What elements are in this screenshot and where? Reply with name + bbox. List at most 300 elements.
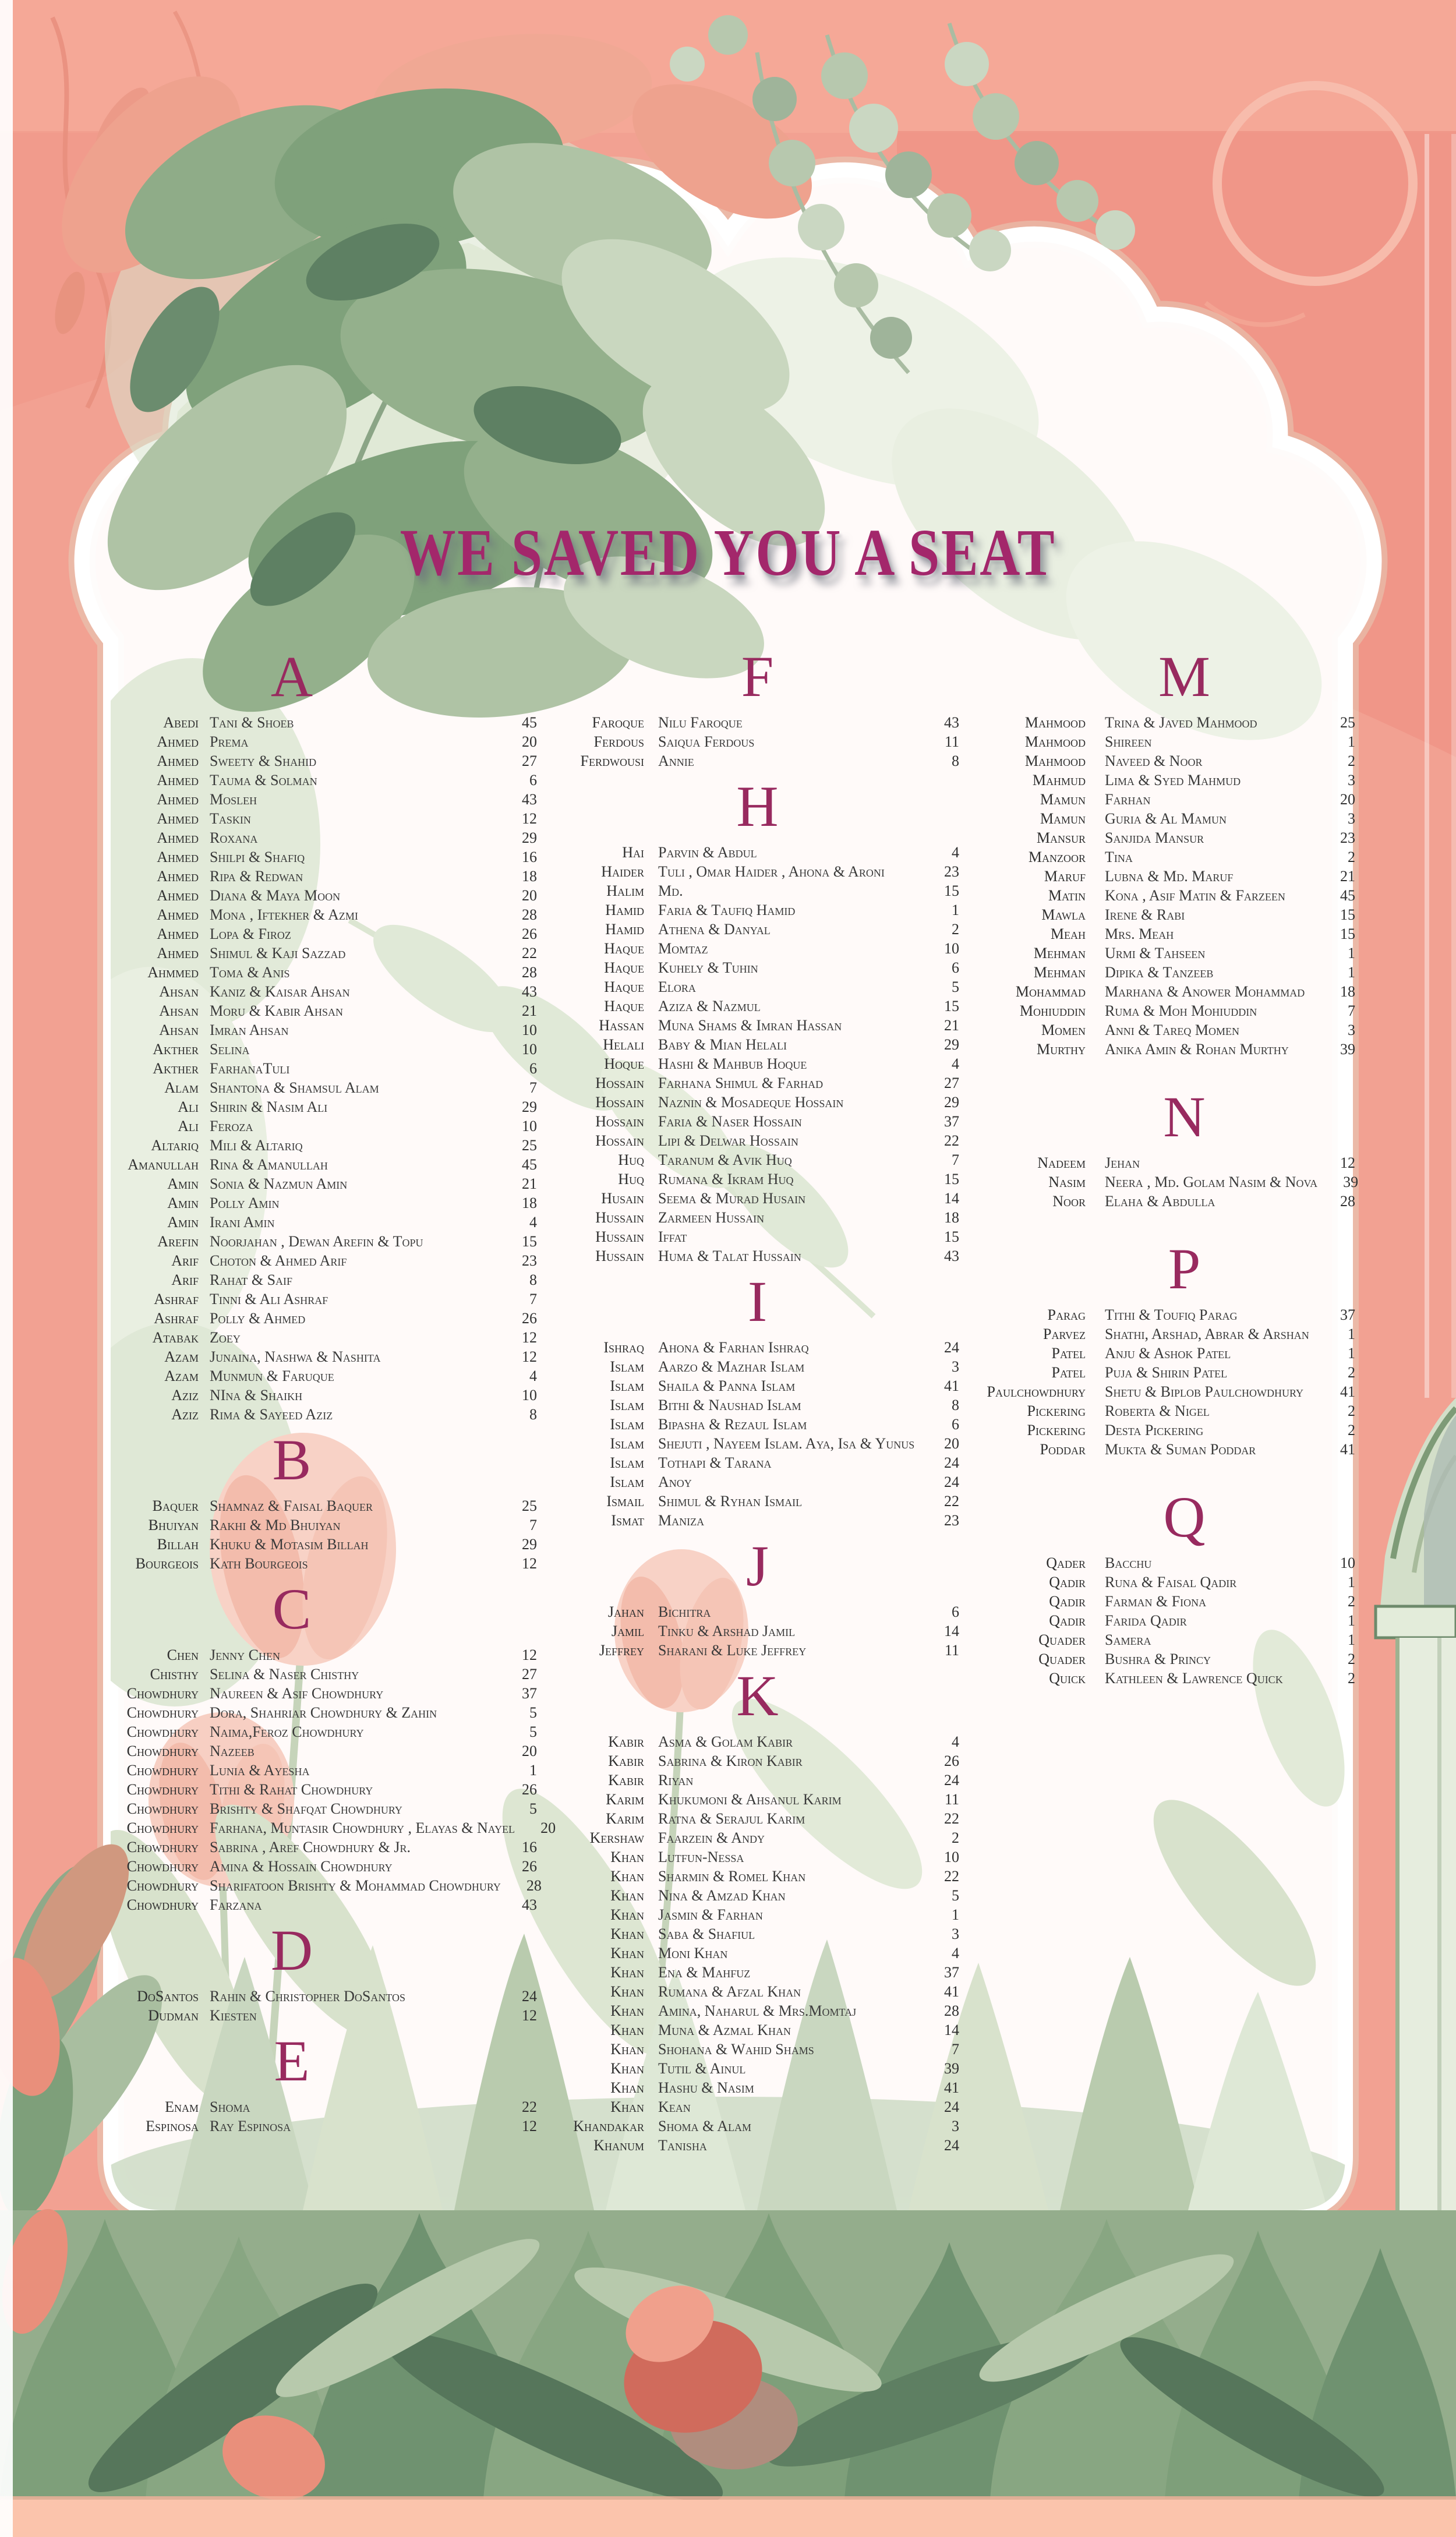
guest-names: Khukumoni & Ahsanul Karim [658,1791,842,1808]
guest-row [47,828,537,847]
guest-surname: Ahmed [157,868,199,885]
guest-surname: Hamid [605,921,644,938]
guest-table-number: 6 [529,1060,537,1077]
guest-names: Ena & Mahfuz [658,1964,751,1981]
guest-table-number: 11 [944,1791,959,1808]
guest-names: Tani & Shoeb [210,714,294,731]
guest-table-number: 7 [952,2041,959,2058]
guest-table-number: 2 [952,1829,959,1846]
guest-names: Amina & Hossain Chowdhury [210,1858,393,1875]
guest-row [47,1496,537,1515]
guest-row [47,1174,537,1193]
guest-row [47,1515,537,1535]
guest-row [47,1001,537,1020]
guest-row [495,1453,959,1472]
guest-surname: Chowdhury [126,1781,199,1798]
guest-row [495,2040,959,2059]
guest-table-number: 37 [944,1964,959,1981]
guest-row [495,1472,959,1492]
guest-surname: Ahmed [157,887,199,904]
guest-row [495,1732,959,1751]
guest-surname: Hussain [595,1228,644,1245]
guest-surname: Kabir [608,1772,644,1789]
guest-table-number: 4 [952,1945,959,1962]
guest-row [47,1799,537,1818]
guest-row [47,905,537,924]
guest-names: Anju & Ashok Patel [1105,1345,1231,1362]
guest-table-number: 21 [1340,868,1355,885]
guest-table-number: 15 [944,1171,959,1188]
guest-names: Guria & Al Mamun [1105,810,1227,827]
guest-names: Puja & Shirin Patel [1105,1364,1228,1381]
guest-row [47,1193,537,1213]
guest-row [47,1780,537,1799]
guest-row [495,1112,959,1131]
guest-table-number: 7 [952,1151,959,1168]
guest-row [47,1895,537,1914]
guest-table-number: 4 [952,844,959,861]
guest-names: Iffat [658,1228,687,1245]
guest-surname: Ismail [606,1493,644,1510]
guest-surname: Pickering [1027,1402,1086,1419]
guest-names: Farman & Fiona [1105,1593,1207,1610]
guest-row [932,905,1355,924]
guest-names: Diana & Maya Moon [210,887,341,904]
guest-table-number: 3 [952,2118,959,2135]
guest-table-number: 16 [522,1839,537,1856]
guest-surname: DoSantos [137,1988,199,2005]
guest-table-number: 28 [526,1877,542,1894]
guest-table-number: 21 [522,1002,537,1019]
guest-row [932,963,1355,982]
guest-row [47,924,537,944]
guest-row [932,1440,1355,1459]
guest-row [47,1876,542,1895]
guest-table-number: 39 [944,2060,959,2077]
guest-names: Prema [210,733,249,750]
guest-surname: Akther [153,1060,199,1077]
guest-table-number: 6 [952,959,959,976]
guest-table-number: 1 [1348,945,1355,962]
guest-row [47,1554,537,1573]
guest-row [932,1324,1355,1344]
guest-surname: Huq [618,1171,644,1188]
guest-surname: Chowdhury [126,1896,199,1913]
guest-surname: Mohiuddin [1019,1002,1086,1019]
guest-surname: Momen [1041,1022,1086,1038]
guest-table-number: 22 [522,2098,537,2115]
guest-surname: Islam [610,1435,644,1452]
guest-names: Lima & Syed Mahmud [1105,772,1241,789]
guest-names: Lubna & Md. Maruf [1105,868,1234,885]
guest-table-number: 3 [952,1358,959,1375]
guest-surname: Haque [604,940,644,957]
guest-names: Rahin & Christopher DoSantos [210,1988,406,2005]
guest-names: Rumana & Afzal Khan [658,1983,801,2000]
guest-surname: Ahmed [157,733,199,750]
guest-row [47,1155,537,1174]
guest-surname: Hossain [595,1075,644,1091]
guest-surname: Chowdhury [126,1819,199,1836]
guest-names: Kaniz & Kaisar Ahsan [210,983,350,1000]
guest-table-number: 12 [522,1329,537,1346]
guest-names: Selina [210,1041,250,1058]
guest-table-number: 20 [1340,791,1355,808]
guest-table-number: 26 [944,1752,959,1769]
guest-surname: Chowdhury [126,1800,199,1817]
guest-row [495,939,959,958]
guest-names: Feroza [210,1118,253,1135]
section-letter-P: P [1168,1236,1201,1301]
guest-surname: Arefin [157,1233,199,1250]
guest-row [932,828,1355,847]
guest-table-number: 23 [522,1252,537,1269]
guest-surname: Ashraf [154,1310,199,1327]
guest-row [47,1741,537,1761]
section-rows [932,713,1355,1059]
guest-row [495,751,959,771]
guest-names: Nina & Amzad Khan [658,1887,786,1904]
guest-surname: Espinosa [146,2118,199,2135]
guest-names: Saiqua Ferdous [658,733,755,750]
guest-table-number: 2 [1348,1422,1355,1439]
guest-table-number: 18 [522,868,537,885]
guest-names: Tanisha [658,2137,707,2154]
guest-names: Seema & Murad Husain [658,1190,806,1207]
guest-surname: Mahmood [1024,752,1086,769]
section-rows [47,2097,537,2136]
guest-table-number: 15 [522,1233,537,1250]
guest-row [495,1771,959,1790]
guest-surname: Halim [606,882,644,899]
guest-names: Lunia & Ayesha [210,1762,310,1779]
guest-table-number: 43 [944,714,959,731]
guest-surname: Ferdous [593,733,644,750]
guest-table-number: 12 [522,2118,537,2135]
guest-row [47,2006,537,2025]
guest-table-number: 12 [1340,1154,1355,1171]
guest-row [932,1573,1355,1592]
guest-names: Faria & Taufiq Hamid [658,902,796,918]
guest-surname: Ferdwousi [580,752,644,769]
guest-names: Aarzo & Mazhar Islam [658,1358,805,1375]
guest-surname: Khan [610,1849,644,1865]
guest-names: NIna & Shaikh [210,1387,303,1404]
guest-names: Jehan [1105,1154,1140,1171]
guest-table-number: 18 [522,1195,537,1211]
bottom-foliage [0,2202,1456,2528]
guest-surname: Kabir [608,1733,644,1750]
guest-surname: Quader [1038,1631,1086,1648]
guest-surname: Amanullah [128,1156,199,1173]
guest-table-number: 15 [1340,906,1355,923]
section-rows [932,1153,1359,1211]
guest-table-number: 20 [522,887,537,904]
guest-surname: Hussain [595,1248,644,1264]
guest-table-number: 5 [529,1723,537,1740]
guest-row [495,1790,959,1809]
guest-row [47,1645,537,1665]
guest-names: Rahat & Saif [210,1271,293,1288]
guest-table-number: 24 [944,1474,959,1490]
guest-table-number: 24 [522,1988,537,2005]
guest-row [495,1395,959,1415]
guest-row [495,1924,959,1944]
guest-row [495,1169,959,1189]
guest-table-number: 10 [944,1849,959,1865]
guest-row [932,847,1355,867]
guest-names: Hashu & Nasim [658,2079,754,2096]
guest-surname: Azam [164,1348,199,1365]
guest-table-number: 41 [944,2079,959,2096]
guest-surname: Islam [610,1474,644,1490]
guest-surname: Ahsan [159,983,199,1000]
guest-names: Shoma & Alam [658,2118,752,2135]
guest-names: Ahona & Farhan Ishraq [658,1339,809,1356]
guest-row [47,1078,537,1097]
guest-names: Md. [658,882,683,899]
guest-names: Lopa & Firoz [210,925,291,942]
guest-names: Huma & Talat Hussain [658,1248,801,1264]
guest-surname: Ashraf [154,1291,199,1308]
guest-table-number: 8 [529,1406,537,1423]
guest-row [932,982,1355,1001]
guest-names: Rakhi & Md Bhuiyan [210,1517,341,1533]
guest-table-number: 27 [522,1666,537,1683]
guest-surname: Maruf [1044,868,1086,885]
guest-row [47,771,537,790]
guest-names: Bipasha & Rezaul Islam [658,1416,807,1433]
guest-names: Desta Pickering [1105,1422,1204,1439]
guest-names: Mili & Altariq [210,1137,303,1154]
guest-names: Dora, Shahriar Chowdhury & Zahin [210,1704,437,1721]
section-letter-M: M [1158,644,1210,709]
guest-table-number: 3 [1348,810,1355,827]
guest-surname: Noor [1052,1193,1086,1210]
guest-table-number: 28 [522,906,537,923]
guest-surname: Murthy [1036,1041,1086,1058]
guest-names: Amina, Naharul & Mrs.Momtaj [658,2002,857,2019]
guest-row [47,1270,537,1289]
guest-row [47,886,537,905]
guest-names: Rima & Sayeed Aziz [210,1406,333,1423]
guest-names: Farhan [1105,791,1151,808]
guest-names: Choton & Ahmed Arif [210,1252,347,1269]
guest-names: Jenny Chen [210,1646,280,1663]
section-rows [495,1732,959,2155]
guest-table-number: 22 [944,1810,959,1827]
guest-table-number: 41 [1340,1383,1355,1400]
guest-row [495,732,959,751]
guest-names: Noorjahan , Dewan Arefin & Topu [210,1233,423,1250]
guest-names: Munmun & Faruque [210,1368,334,1384]
guest-table-number: 1 [952,902,959,918]
section-letter-Q: Q [1163,1485,1206,1549]
section-letter-C: C [272,1577,312,1641]
section-rows [47,713,537,1424]
guest-surname: Patel [1051,1364,1086,1381]
guest-row [47,732,537,751]
guest-table-number: 37 [522,1685,537,1702]
section-letter-B: B [272,1427,312,1492]
guest-table-number: 3 [952,1925,959,1942]
guest-surname: Ahmed [157,849,199,865]
guest-surname: Khan [610,1945,644,1962]
guest-table-number: 24 [944,1772,959,1789]
guest-surname: Karim [606,1810,644,1827]
guest-surname: Mahmood [1024,714,1086,731]
guest-row [495,2020,959,2040]
guest-table-number: 6 [952,1603,959,1620]
guest-table-number: 41 [1340,1441,1355,1458]
guest-table-number: 21 [522,1175,537,1192]
guest-surname: Jeffrey [599,1642,644,1659]
section-letter-K: K [736,1663,779,1728]
guest-row [47,1703,537,1722]
guest-row [47,1289,537,1309]
guest-row [495,1227,959,1246]
guest-table-number: 27 [944,1075,959,1091]
guest-names: Hashi & Mahbub Hoque [658,1055,807,1072]
guest-surname: Mehman [1033,945,1086,962]
guest-names: Asma & Golam Kabir [658,1733,793,1750]
guest-table-number: 43 [944,1248,959,1264]
guest-names: Naznin & Mosadeque Hossain [658,1094,844,1111]
guest-row [495,881,959,900]
guest-names: Moni Khan [658,1945,728,1962]
guest-names: Runa & Faisal Qadir [1105,1574,1237,1591]
guest-surname: Qadir [1049,1593,1086,1610]
guest-surname: Ahmed [157,906,199,923]
guest-row [47,1020,537,1040]
guest-row [47,1097,537,1116]
guest-names: Bichitra [658,1603,711,1620]
guest-surname: Islam [610,1358,644,1375]
guest-table-number: 24 [944,2137,959,2154]
guest-table-number: 12 [522,810,537,827]
guest-row [932,1649,1355,1669]
section-rows [932,1553,1355,1688]
guest-names: Brishty & Shafqat Chowdhury [210,1800,402,1817]
guest-surname: Amin [167,1175,199,1192]
guest-names: Kiesten [210,2007,257,2024]
guest-surname: Arif [171,1271,199,1288]
guest-surname: Haque [604,998,644,1015]
guest-names: Imran Ahsan [210,1022,289,1038]
guest-table-number: 10 [1340,1554,1355,1571]
guest-names: Lipi & Delwar Hossain [658,1132,798,1149]
guest-table-number: 22 [944,1868,959,1885]
guest-table-number: 1 [529,1762,537,1779]
guest-surname: Haque [604,959,644,976]
guest-table-number: 1 [952,1906,959,1923]
guest-row [47,809,537,828]
guest-table-number: 25 [1340,714,1355,731]
guest-surname: Khandakar [573,2118,644,2135]
guest-row [932,1553,1355,1573]
guest-surname: Jamil [611,1623,644,1639]
guest-row [47,1684,537,1703]
guest-surname: Mamun [1040,810,1086,827]
guest-names: Taranum & Avik Huq [658,1151,792,1168]
guest-names: Irene & Rabi [1105,906,1185,923]
guest-surname: Khan [610,1983,644,2000]
guest-table-number: 2 [1348,1402,1355,1419]
guest-names: Riyan [658,1772,694,1789]
guest-row [495,1621,959,1641]
guest-names: Ray Espinosa [210,2118,291,2135]
guest-table-number: 14 [944,2022,959,2038]
guest-names: Marhana & Anower Mohammad [1105,983,1305,1000]
guest-surname: Islam [610,1416,644,1433]
guest-row [47,1761,537,1780]
guest-row [495,1847,959,1867]
guest-row [932,1382,1355,1401]
guest-surname: Haque [604,978,644,995]
guest-row [47,963,537,982]
guest-names: Kona , Asif Matin & Farzeen [1105,887,1285,904]
guest-names: Polly & Ahmed [210,1310,306,1327]
guest-table-number: 16 [522,849,537,865]
guest-row [495,2059,959,2078]
guest-surname: Ahmed [157,791,199,808]
guest-row [47,713,537,732]
guest-row [495,1054,959,1073]
guest-table-number: 6 [529,772,537,789]
guest-surname: Kershaw [589,1829,644,1846]
guest-names: Zoey [210,1329,241,1346]
guest-names: Tinku & Arshad Jamil [658,1623,796,1639]
guest-table-number: 22 [944,1132,959,1149]
guest-table-number: 20 [540,1819,556,1836]
guest-table-number: 22 [522,945,537,962]
guest-surname: Alam [164,1079,199,1096]
guest-row [495,1809,959,1828]
section-rows [495,713,959,771]
section-letter-A: A [270,644,313,709]
guest-surname: Khan [610,2002,644,2019]
guest-table-number: 15 [944,998,959,1015]
guest-table-number: 21 [944,1017,959,1034]
guest-table-number: 11 [944,733,959,750]
guest-names: Sweety & Shahid [210,752,317,769]
guest-names: Lutfun-Nessa [658,1849,744,1865]
guest-row [932,1401,1355,1421]
guest-row [495,862,959,881]
guest-table-number: 10 [944,940,959,957]
guest-row [47,1251,537,1270]
guest-table-number: 15 [1340,925,1355,942]
guest-surname: Altariq [151,1137,199,1154]
guest-names: Jasmin & Farhan [658,1906,763,1923]
section-letter-E: E [274,2029,310,2093]
guest-row [495,2097,959,2116]
guest-surname: Khanum [593,2137,644,2154]
guest-names: Mukta & Suman Poddar [1105,1441,1256,1458]
section-rows [47,1987,537,2025]
guest-table-number: 37 [944,1113,959,1130]
section-rows [47,1645,556,1914]
guest-row [495,1982,959,2001]
guest-row [932,1363,1355,1382]
guest-surname: Chen [167,1646,199,1663]
guest-row [495,1886,959,1905]
guest-table-number: 20 [522,733,537,750]
guest-row [495,1963,959,1982]
guest-names: Rumana & Ikram Huq [658,1171,794,1188]
guest-row [495,1434,959,1453]
guest-table-number: 15 [944,1228,959,1245]
